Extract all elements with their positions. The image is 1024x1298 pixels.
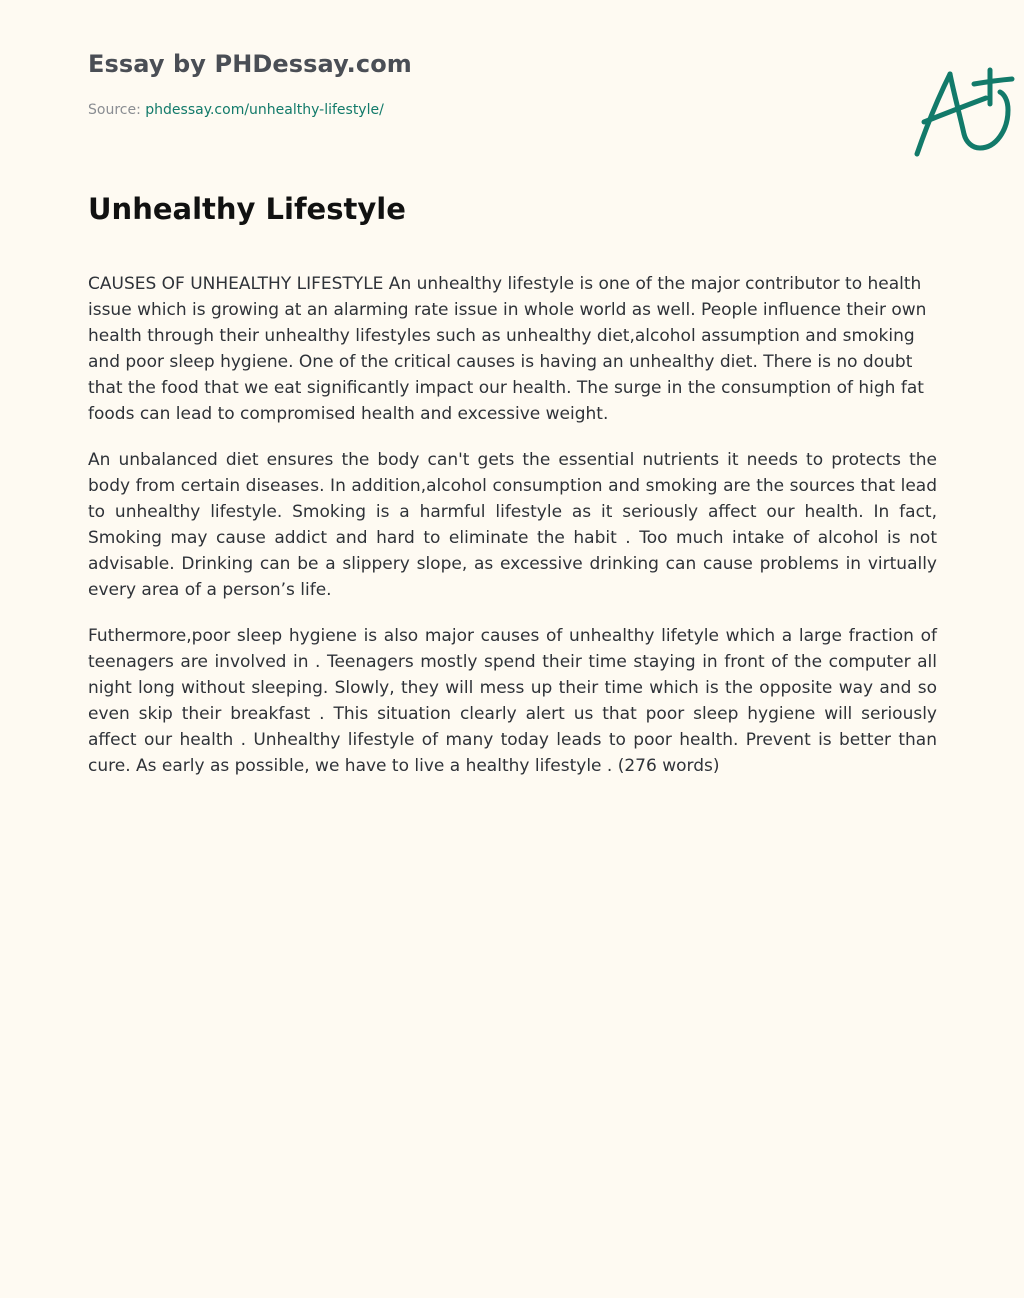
essay-paragraph-1: CAUSES OF UNHEALTHY LIFESTYLE An unhealthy lifestyle is one of the major contributor to health issue which is growing at an alarming rate issue in whole world as well. People influence their own health through their unhealthy lifestyles such as unhealthy diet,alcohol assumption and smoking and poor sleep hygiene. One of the critical causes is having an unhealthy diet. There is no doubt that the food that we eat significantly impact our health. The surge in the consumption of high fat foods can lead to compromised health and excessive weight.: [88, 274, 927, 424]
source-line: [88, 102, 384, 118]
essay-paragraph-3: Futhermore,poor sleep hygiene is also major causes of unhealthy lifetyle which a large fraction of teenagers are involved in . Teenagers mostly spend their time staying in front of the computer all night long without sleeping. Slowly, they will mess up their time which is the opposite way and so even skip their breakfast . This situation clearly alert us that poor sleep hygiene will seriously affect our health . Unhealthy lifestyle of many today leads to poor health. Prevent is better than cure. As early as possible, we have to live a healthy lifestyle . (276 words): [88, 626, 937, 776]
site-title: Essay by PHDessay.com: [88, 50, 412, 78]
essay-title: Unhealthy Lifestyle: [88, 192, 406, 226]
source-label: Source:: [88, 102, 146, 118]
source-link[interactable]: phdessay.com/unhealthy-lifestyle/: [145, 102, 384, 118]
a-plus-grade-logo-icon: [910, 64, 1016, 160]
essay-body: [88, 271, 937, 799]
essay-paragraph-2: An unbalanced diet ensures the body can't gets the essential nutrients it needs to protects the body from certain diseases. In addition,alcohol consumption and smoking are the sources that lead to unhealthy lifestyle. Smoking is a harmful lifestyle as it seriously affect our health. In fact, Smoking may cause addict and hard to eliminate the habit . Too much intake of alcohol is not advisable. Drinking can be a slippery slope, as excessive drinking can cause problems in virtually every area of a person’s life.: [88, 450, 937, 600]
